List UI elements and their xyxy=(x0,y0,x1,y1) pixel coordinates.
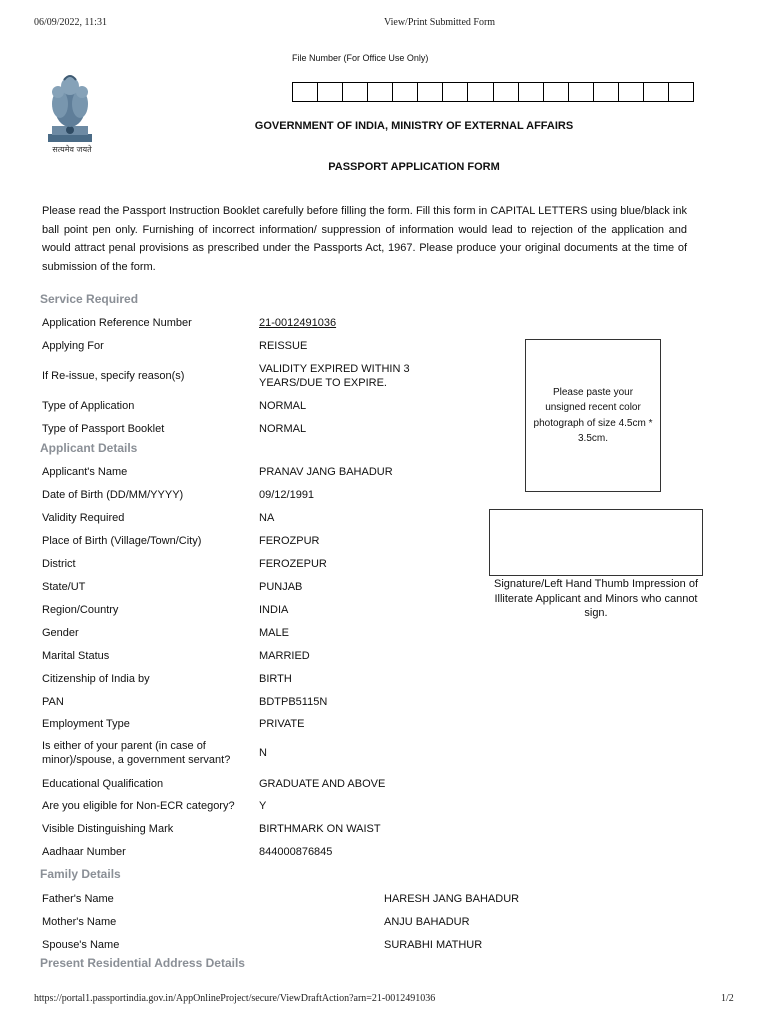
mother-name-value: ANJU BAHADUR xyxy=(384,916,470,928)
signature-box xyxy=(489,509,703,576)
section-present-address: Present Residential Address Details xyxy=(40,956,245,970)
field-value: REISSUE xyxy=(259,340,308,352)
field-label: Employment Type xyxy=(42,718,130,730)
section-service-required: Service Required xyxy=(40,292,139,306)
field-value: PUNJAB xyxy=(259,581,303,593)
field-value: MALE xyxy=(259,627,289,639)
photo-box xyxy=(525,339,661,492)
field-label: Application Reference Number xyxy=(42,317,192,329)
spouse-name-value: SURABHI MATHUR xyxy=(384,939,483,951)
form-title: PASSPORT APPLICATION FORM xyxy=(328,161,500,173)
file-number-label: File Number (For Office Use Only) xyxy=(292,53,429,63)
field-value: NORMAL xyxy=(259,423,307,435)
field-label: If Re-issue, specify reason(s) xyxy=(42,370,185,382)
field-label: Date of Birth (DD/MM/YYYY) xyxy=(42,489,184,501)
field-value: 844000876845 xyxy=(259,846,333,858)
ministry-title: GOVERNMENT OF INDIA, MINISTRY OF EXTERNAL AFFAIRS xyxy=(254,120,574,132)
emblem-motto: सत्यमेव जयते xyxy=(52,145,92,154)
section-applicant-details: Applicant Details xyxy=(40,441,138,455)
field-label: Educational Qualification xyxy=(42,778,164,790)
field-value: GRADUATE AND ABOVE xyxy=(259,778,386,790)
field-label: PAN xyxy=(42,696,64,708)
field-value: BIRTHMARK ON WAIST xyxy=(259,823,381,835)
field-label: Type of Application xyxy=(42,400,135,412)
field-label: Are you eligible for Non-ECR category? xyxy=(42,800,235,812)
print-url: https://portal1.passportindia.gov.in/AppOnlineProject/secure/ViewDraftAction?arn=21-0012491036 xyxy=(34,993,436,1004)
field-label: Validity Required xyxy=(42,512,125,524)
field-label: Applying For xyxy=(42,340,104,352)
field-value: NA xyxy=(259,512,275,524)
field-value: N xyxy=(259,747,267,759)
father-name-value: HARESH JANG BAHADUR xyxy=(384,893,520,905)
field-label: Applicant's Name xyxy=(42,466,128,478)
field-label: Gender xyxy=(42,627,79,639)
field-label: Marital Status xyxy=(42,650,110,662)
file-number-boxes xyxy=(292,82,694,102)
field-value: FEROZPUR xyxy=(259,535,320,547)
field-label: Spouse's Name xyxy=(42,939,120,951)
field-label: Mother's Name xyxy=(42,916,117,928)
field-label: Citizenship of India by xyxy=(42,673,150,685)
print-page-title: View/Print Submitted Form xyxy=(384,17,496,28)
field-label: Place of Birth (Village/Town/City) xyxy=(42,535,202,547)
field-value: FEROZEPUR xyxy=(259,558,327,570)
field-value: MARRIED xyxy=(259,650,310,662)
photo-box-instructions: Please paste your unsigned recent color photograph of size 4.5cm * 3.5cm. xyxy=(533,386,653,444)
field-value: BDTPB5115N xyxy=(259,696,328,708)
field-label: Type of Passport Booklet xyxy=(42,423,165,435)
field-value: 09/12/1991 xyxy=(259,489,315,501)
national-emblem-icon xyxy=(38,64,102,164)
field-label: State/UT xyxy=(42,581,86,593)
field-label: Region/Country xyxy=(42,604,119,616)
print-page-number: 1/2 xyxy=(721,993,734,1004)
field-label: Aadhaar Number xyxy=(42,846,126,858)
field-value: Y xyxy=(259,800,267,812)
section-family-details: Family Details xyxy=(40,867,121,881)
field-value: PRANAV JANG BAHADUR xyxy=(259,466,393,478)
field-value: VALIDITY EXPIRED WITHIN 3 YEARS/DUE TO EXPIRE. xyxy=(259,363,410,389)
field-value: INDIA xyxy=(259,604,289,616)
field-value: NORMAL xyxy=(259,400,307,412)
field-value: 21-0012491036 xyxy=(259,317,337,329)
field-label: Father's Name xyxy=(42,893,114,905)
field-value: PRIVATE xyxy=(259,718,305,730)
signature-caption: Signature/Left Hand Thumb Impression of Illiterate Applicant and Minors who cannot sign. xyxy=(493,578,699,619)
instructions-text: Please read the Passport Instruction Booklet carefully before filling the form. Fill this form in CAPITAL LETTERS using blue/black ink ball point pen only. Furnishing of incorrect information/ suppression of information would lead to rejection of the application and would attract penal provisions as prescribed under the Passports Act, 1967. Please produce your original documents at the time of submission of the form. xyxy=(42,205,687,273)
print-date: 06/09/2022, 11:31 xyxy=(34,17,107,28)
field-label: Is either of your parent (in case of minor)/spouse, a government servant? xyxy=(42,740,231,766)
field-value: BIRTH xyxy=(259,673,292,685)
field-label: District xyxy=(42,558,76,570)
field-label: Visible Distinguishing Mark xyxy=(42,823,174,835)
